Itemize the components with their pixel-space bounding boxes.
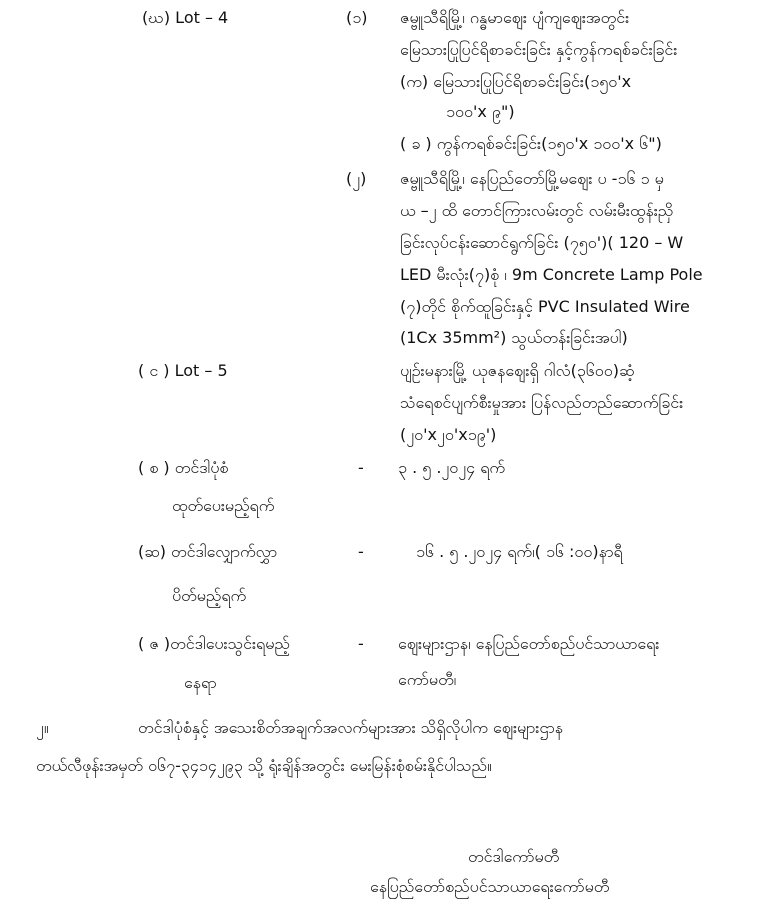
closing-date-label-line1: (ဆ) တင်ဒါလျှောက်လွှာ (138, 542, 278, 561)
lot4-item1-number: (၁) (346, 8, 368, 27)
lot4-label: (ဃ) Lot – 4 (142, 8, 229, 27)
lot4-item1-sub-b: ( ခ ) ကွန်ကရစ်ခင်းခြင်း(၁၅၀'x ၁၀၀'x ၆") (400, 134, 662, 153)
lot4-item2-line3: ခြင်းလုပ်ငန်းဆောင်ရွက်ခြင်း (၇၅၀')( 120 – W (400, 233, 684, 252)
paragraph-line1: တင်ဒါပုံစံနှင့် အသေးစိတ်အချက်အလက်များအား သိရှိလိုပါက ဈေးများဌာန (138, 718, 564, 737)
closing-date-dash: - (358, 542, 364, 561)
submission-place-dash: - (358, 634, 364, 653)
submission-place-value-line2: ကော်မတီ၊ (398, 670, 457, 689)
issue-date-label-line1: ( စ ) တင်ဒါပုံစံ (138, 458, 229, 477)
lot4-item1-line1: ဇမ္ဗူသီရိမြို့၊ ဂန္ဓမာဈေး ပျံကျဈေးအတွင်း (400, 8, 630, 27)
issue-date-label-line2: ထုတ်ပေးမည့်ရက် (172, 496, 275, 515)
submission-place-label-line2: နေရာ (184, 673, 217, 692)
signature-committee: တင်ဒါကော်မတီ (468, 847, 560, 866)
lot5-line3: (၂၀'x၂၀'x၁၉') (400, 425, 497, 444)
lot4-item2-line4: LED မီးလုံး(၇)စုံ ၊ 9m Concrete Lamp Pole (400, 265, 703, 284)
lot4-item1-line2: မြေသားပြုပြင်ရိစာခင်းခြင်း နှင့်ကွန်ကရစ်ခင်းခြင်း (400, 40, 678, 59)
paragraph-number: ၂။ (36, 718, 49, 737)
lot4-item2-line5: (၇)တိုင် စိုက်ထူခြင်းနှင့် PVC Insulated Wire (400, 297, 690, 316)
lot4-item2-line1: ဇမ္ဗူသီရိမြို့၊ နေပြည်တော်မြို့မဈေး ပ -၁၆ ၁ မှ (400, 169, 664, 188)
lot4-item2-line2: ယ –၂ ထိ တောင်ကြားလမ်းတွင် လမ်းမီးထွန်းညှိ (400, 201, 674, 220)
lot5-line1: ပျဉ်းမနားမြို့ ယုဇနဈေးရှိ ဂါလံ(၃၆၀၀)ဆံ့ (400, 361, 635, 380)
lot5-label: ( င ) Lot – 5 (138, 361, 228, 380)
lot4-item1-sub-a-line2: ၁၀၀'x ၉") (446, 102, 515, 121)
submission-place-label-line1: ( ဇ )တင်ဒါပေးသွင်းရမည့် (138, 634, 290, 653)
lot5-line2: သံရေစင်ပျက်စီးမှုအား ပြန်လည်တည်ဆောက်ခြင်း (400, 393, 684, 412)
lot4-item1-sub-a-line1: (က) မြေသားပြုပြင်ရိစာခင်းခြင်း(၁၅၀'x (400, 72, 632, 91)
lot4-item2-number: (၂) (346, 169, 367, 188)
submission-place-value-line1: ဈေးများဌာန၊ နေပြည်တော်စည်ပင်သာယာရေး (398, 634, 660, 653)
closing-date-value: ၁၆ . ၅ .၂၀၂၄ ရက်၊( ၁၆ :၀၀)နာရီ (416, 542, 623, 561)
paragraph-line2: တယ်လီဖုန်းအမှတ် ၀၆၇-၃၄၁၄၂၉၃ သို့ ရုံးချိန်အတွင်း မေးမြန်းစုံစမ်းနိုင်ပါသည်။ (36, 756, 492, 775)
closing-date-label-line2: ပိတ်မည့်ရက် (172, 586, 247, 605)
signature-organization: နေပြည်တော်စည်ပင်သာယာရေးကော်မတီ (370, 877, 610, 896)
issue-date-value: ၃ . ၅ .၂၀၂၄ ရက် (398, 458, 506, 477)
issue-date-dash: - (358, 458, 364, 477)
lot4-item2-line6: (1Cx 35mm²) သွယ်တန်းခြင်းအပါ) (400, 328, 628, 347)
